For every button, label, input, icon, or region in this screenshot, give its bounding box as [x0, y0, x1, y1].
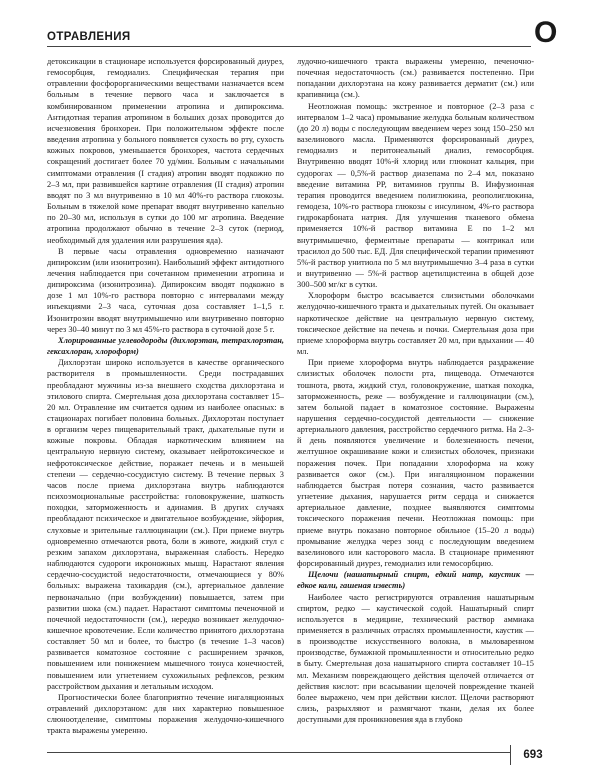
paragraph: детоксикации в стационаре используется форсированный диурез, гемосорбция, гемодиализ. Специфическая терапия при отравлении фосфорорганическими веществами назначается всем больным в течение первого часа и заключается в комбинированном применении атропина и дипироксима. Антидотная терапия атропином в больших дозах проводится до исчезновения бронхореи. При положительном эффекте после введения атропина у больного появляется сухость во рту, сухость кожных покровов, уменьшается бронхорея, частота сердечных сокращений достигает более 70 уд/мин. Больным с начальными симптомами отравления (I стадия) атропин вводят подкожно по 2–3 мл, при развившейся картине отравления (II стадия) атропин вводят по 3 мл внутривенно в 10 мл 40%-го раствора глюкозы. Больным в тяжелой коме препарат вводят внутривенно капельно по 20–30 мл, используя в сутки до 100 мг атропина. Введение атропина продолжают обычно в течение 2–3 суток (период, необходимый для удаления или разрушения яда). — [47, 57, 284, 245]
right-column — [297, 56, 534, 746]
paragraph: При приеме хлороформа внутрь наблюдается раздражение слизистых оболочек полости рта, пищевода. Отмечаются тошнота, рвота, жидкий стул, головокружение, шаткая походка, заторможенность, реже — возбуждение и галлюцинации (см.), затем больной падает в коматозное состояние. Выражены нарушения сердечно-сосудистой деятельности — снижение артериального давления, расстройство сердечного ритма. На 2–3-й день появляются увеличение и болезненность печени, желтушное окрашивание кожи и слизистых оболочек, признаки поражения почек. При попадании хлороформа на кожу развивается ожог (см.). При ингаляционном поражении наблюдается быстрая потеря сознания, часто развивается угнетение дыхания, нарушается ритм сердца и снижается артериальное давление, позднее выявляются симптомы токсического поражения печени. Неотложная помощь: при приеме внутрь показано повторное обильное (15–20 л воды) промывание желудка через зонд с последующим введением вазелинового или касторового масла. В стационаре применяют форсированный диурез, гемодиализ или гемосорбцию. — [297, 358, 534, 569]
paragraph: Неотложная помощь: экстренное и повторное (2–3 раза с интервалом 1–2 часа) промывание желудка больным количеством (до 20 л) воды с последующим введением через зонд 150–250 мл вазелинового масла. Применяются форсированный диурез, гемодиализ и перитонеальный диализ, гемосорбция. Внутривенно вводят 10%-й хлорид или глюконат кальция, при судорогах — 0,5%-й раствор диазепама по 2–4 мл, показано введение витамина PP, витаминов группы B. Инфузионная терапия проводится введением полиглюкина, реополиглюкина, гемодеза, 10%-го раствора глюкозы с инсулином, 4%-го раствора гидрокарбоната натрия. Для улучшения тканевого обмена применяется 10%-й раствор витамина E по 1–2 мл внутримышечно, ферментные препараты — контрикал или трасилол до 500 тыс. ЕД. Для специфической терапии применяют 5%-й раствор унитиола по 5 мл внутримышечно 3–4 раза в сутки и внутривенно — 5%-й раствор ацетилцистеина в общей дозе 300–500 мг/кг в сутки. — [297, 101, 534, 290]
paragraph: Наиболее часто регистрируются отравления нашатырным спиртом, редко — каустической содой. Нашатырный спирт используется в медицине, технический раствор аммиака применяется в различных отраслях промышленности, каустик — в производстве искусственного волокна, в мыловаренном производстве, бумажной промышленности и относительно редко в быту. Смертельная доза нашатырного спирта составляет 10–15 мл. Механизм повреждающего действия щелочей отличается от действия кислот: при всасывании щелочей повреждение тканей более выражено, чем при действии кислот. Щелочи растворяют слизь, разрыхляют и размягчают ткани, делая их более доступными для проникновения яда в глубоко — [297, 592, 534, 725]
page-number: 693 — [510, 745, 555, 765]
left-column — [47, 56, 284, 746]
paragraph: лудочно-кишечного тракта выражены умеренно, печеночно-почечная недостаточность (см.) развивается постепенно. При попадании дихлорэтана на кожу развивается дерматит (см.) или крапивница (см.). — [297, 57, 534, 100]
section-heading: Щелочи (нашатырный спирт, едкий натр, каустик — едкое кали, гашеная известь) — [297, 570, 534, 591]
header-rule — [47, 46, 531, 47]
running-header-title: ОТРАВЛЕНИЯ — [47, 31, 131, 43]
paragraph: Хлороформ быстро всасывается слизистыми оболочками желудочно-кишечного тракта и дыхательных путей. Он оказывает наркотическое действие на центральную нервную систему, токсическое действие на печень и почки. Смертельная доза при приеме хлороформа внутрь составляет 20 мл, при вдыхании — 40 мл. — [297, 291, 534, 357]
section-letter: О — [534, 16, 558, 49]
section-heading: Хлорированные углеводороды (дихлорэтан, тетрахлорэтан, гексахлоран, хлороформ) — [47, 335, 284, 357]
footer-rule — [47, 752, 531, 753]
paragraph: В первые часы отравления одновременно назначают дипироксим (или изонитрозин). Наибольший эффект антидотного лечения наблюдается при сочетанном применении атропина и дипироксима (изонитрозина). Дипироксим вводят подкожно в дозе 1 мл 10%-го раствора повторно с интервалами между инъекциями 2–3 часа, суточная доза составляет 1–1,5 г. Изонитрозин вводят внутримышечно или внутривенно повторно через 30–40 минут по 3 мл 45%-го раствора в суточной дозе 5 г. — [47, 246, 284, 334]
paragraph: Дихлорэтан широко используется в качестве органического растворителя в промышленности. Среди пострадавших преобладают мужчины из-за внешнего сходства дихлорэтана и этилового спирта. Смертельная доза дихлорэтана составляет 15–20 мл. Отравление им считается одним из наиболее опасных: в стационарах погибает половина больных. Дихлорэтан поступает в организм через пищеварительный тракт, дыхательные пути и кожные покровы. Обладая наркотическим влиянием на центральную нервную систему, оказывает нейротоксическое и нефротоксическое действие, поражает печень и в меньшей степени — сердечно-сосудистую систему. В течение первых 3 часов после приема дихлорэтана внутрь наблюдаются психоэмоциональные расстройства: головокружение, шаткость походки, заторможенность и адинамия. В других случаях преобладают психическое и двигательное возбуждение, эйфория, слуховые и зрительные галлюцинации (см.). При приеме внутрь одновременно отмечаются рвота, боли в животе, жидкий стул с резким запахом дихлорэтана, выраженная слабость. Нередко наблюдаются судороги икроножных мышц. Нарастают явления сердечно-сосудистой недостаточности, отмечающиеся у 80% больных: выражена тахикардия (см.), артериальное давление первоначально (при возбуждении) повышается, затем при развитии шока (см.) падает. Нарастают симптомы печеночной и почечной недостаточности (см.), нередко возникает желудочно-кишечное кровотечение. Если количество принятого дихлорэтана составляет 50 мл и более, то быстро (в течение 1–3 часов) развивается коматозное состояние с расширением зрачков, повышением или понижением мышечного тонуса конечностей, повышением или угнетением сухожильных рефлексов, резким расстройством дыхания и летальным исходом. — [47, 358, 284, 691]
paragraph: Прогностически более благоприятно течение ингаляционных отравлений дихлорэтаном: для них характерно повышенное слюноотделение, симптомы поражения желудочно-кишечного тракта выражены умеренно. — [47, 692, 284, 736]
